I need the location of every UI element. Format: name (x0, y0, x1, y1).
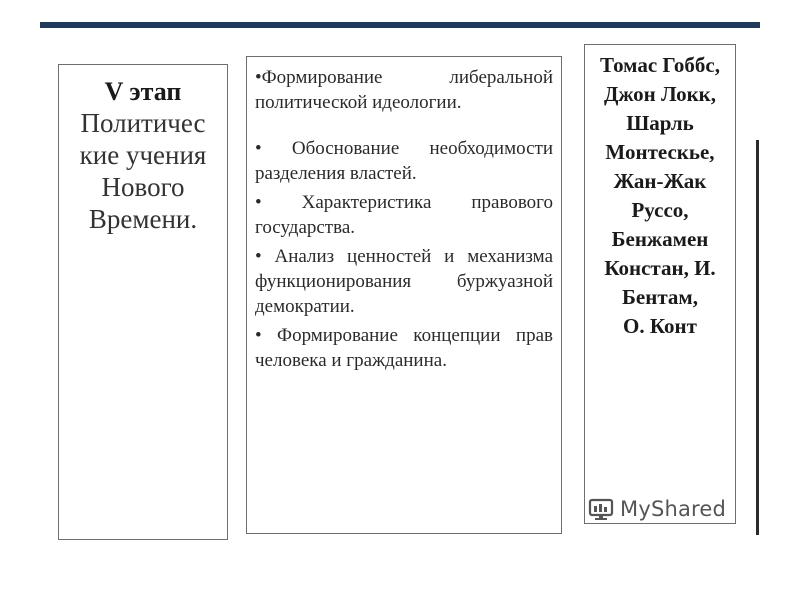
list-item: • Обоснование необходимости разделения властей. (255, 138, 553, 184)
watermark (588, 494, 726, 524)
list-item: • Формирование концепции прав человека и гражданина. (255, 325, 553, 371)
myshared-logo-icon (588, 497, 614, 521)
stage-subtitle: Политичес кие учения Нового Времени. (79, 108, 207, 234)
list-item: •Формирование либеральной политической идеологии. (255, 67, 553, 113)
side-rule (756, 140, 759, 535)
top-rule (40, 22, 760, 28)
thinkers-box (584, 44, 736, 524)
watermark-text: MyShared (620, 497, 727, 521)
list-item: • Характеристика правового государства. (255, 192, 553, 238)
stage-box (58, 64, 228, 540)
thinkers-list: Томас Гоббс, Джон Локк, Шарль Монтескье, Жан-Жак Руссо, Бенжамен Констан, И. Бентам, О. Конт (600, 53, 720, 338)
ideas-box (246, 56, 562, 534)
list-item: • Анализ ценностей и механизма функционирования буржуазной демократии. (255, 246, 553, 317)
stage-title: V этап (104, 77, 182, 106)
